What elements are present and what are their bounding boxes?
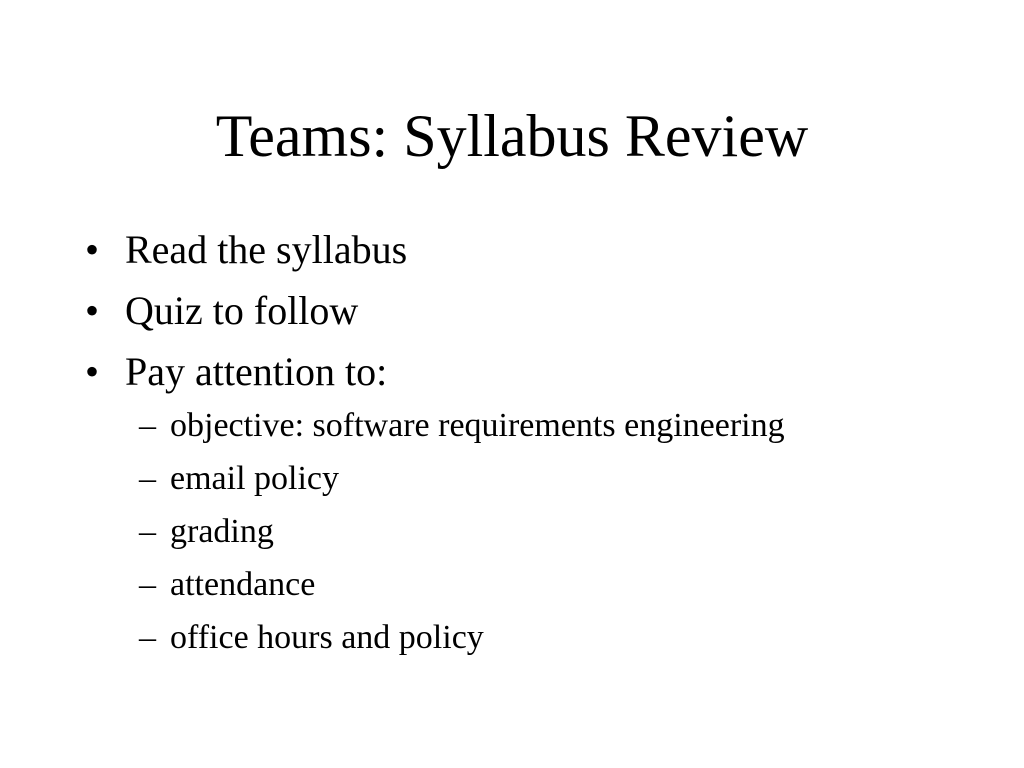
bullet-item: [85, 226, 985, 274]
sub-bullet-item: [139, 564, 999, 606]
bullet-item: [85, 287, 985, 335]
sub-bullet-item: [139, 511, 999, 553]
sub-bullet-list: [139, 405, 999, 670]
sub-bullet-marker: –: [139, 566, 156, 603]
sub-bullet-text: attendance: [170, 566, 316, 603]
bullet-text: Pay attention to:: [125, 349, 388, 394]
sub-bullet-text: objective: software requirements engineering: [170, 407, 785, 444]
sub-bullet-item: [139, 617, 999, 659]
slide-title: Teams: Syllabus Review: [215, 103, 809, 169]
sub-bullet-text: email policy: [170, 460, 340, 497]
bullet-text: Quiz to follow: [125, 288, 359, 333]
sub-bullet-marker: –: [139, 619, 156, 656]
bullet-marker: •: [85, 288, 100, 333]
bullet-list: [85, 226, 985, 409]
sub-bullet-item: [139, 458, 999, 500]
sub-bullet-item: [139, 405, 999, 447]
sub-bullet-marker: –: [139, 460, 156, 497]
bullet-item: [85, 348, 985, 396]
sub-bullet-marker: –: [139, 407, 156, 444]
sub-bullet-text: office hours and policy: [170, 619, 484, 656]
sub-bullet-marker: –: [139, 513, 156, 550]
bullet-marker: •: [85, 349, 100, 394]
bullet-marker: •: [85, 227, 100, 272]
bullet-text: Read the syllabus: [125, 227, 408, 272]
sub-bullet-text: grading: [170, 513, 274, 550]
